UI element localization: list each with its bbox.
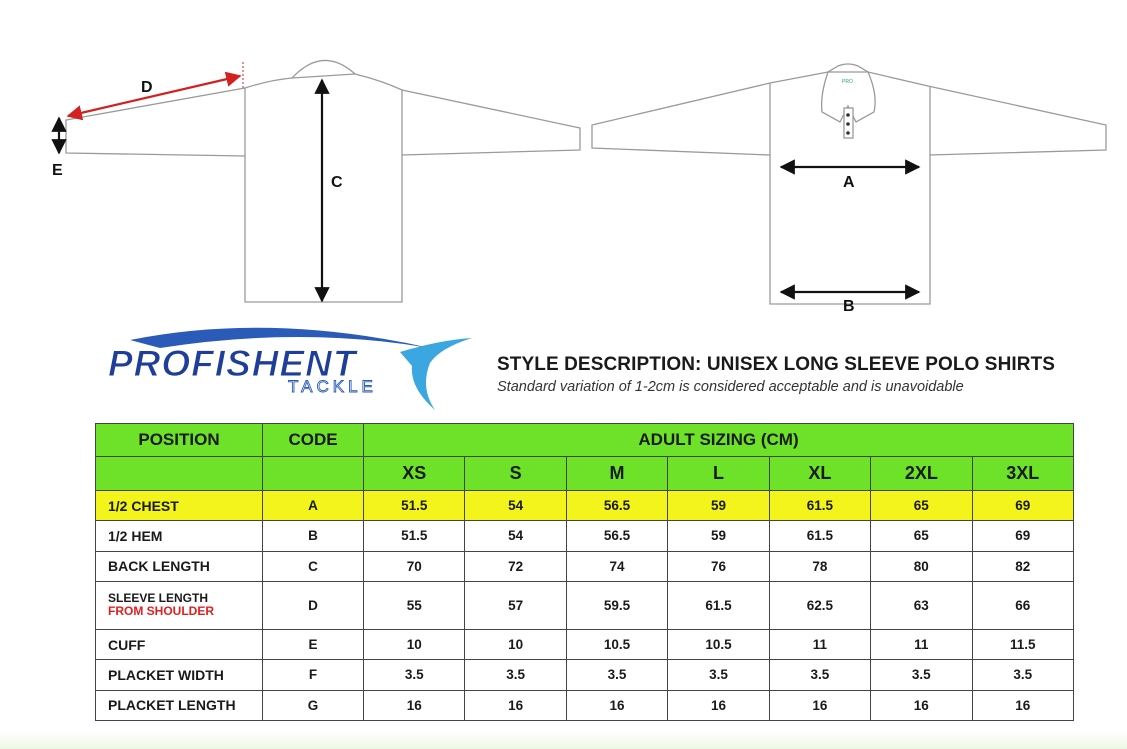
- cell-value: 59.5: [566, 581, 667, 629]
- cell-value: 80: [871, 551, 972, 581]
- cell-value: 82: [972, 551, 1073, 581]
- cell-value: 3.5: [465, 660, 566, 690]
- header-blank: [263, 457, 364, 491]
- cell-value: 66: [972, 581, 1073, 629]
- size-header: M: [566, 457, 667, 491]
- row-position: PLACKET WIDTH: [96, 660, 263, 690]
- row-position: 1/2 CHEST: [96, 491, 263, 521]
- cell-value: 76: [668, 551, 769, 581]
- cell-value: 51.5: [364, 491, 465, 521]
- cell-value: 78: [769, 551, 870, 581]
- sizing-table: [95, 423, 1074, 721]
- header-adult-sizing: ADULT SIZING (CM): [364, 424, 1074, 457]
- header-code: CODE: [263, 424, 364, 457]
- table-row: [96, 581, 1074, 629]
- row-position: CUFF: [96, 630, 263, 660]
- cell-value: 56.5: [566, 521, 667, 551]
- row-position: BACK LENGTH: [96, 551, 263, 581]
- cell-value: 61.5: [769, 491, 870, 521]
- size-header: XL: [769, 457, 870, 491]
- table-row: [96, 690, 1074, 720]
- logo-wordmark: PROFISHENT: [108, 343, 357, 384]
- table-row: [96, 630, 1074, 660]
- cell-value: 16: [465, 690, 566, 720]
- collar-badge: PRO: [842, 79, 853, 85]
- row-code: A: [263, 491, 364, 521]
- garment-diagram: [0, 0, 1127, 320]
- row-position: 1/2 HEM: [96, 521, 263, 551]
- size-header: XS: [364, 457, 465, 491]
- cell-value: 55: [364, 581, 465, 629]
- cell-value: 16: [769, 690, 870, 720]
- cell-value: 16: [972, 690, 1073, 720]
- label-e: E: [52, 162, 63, 179]
- cell-value: 61.5: [769, 521, 870, 551]
- label-b: B: [843, 298, 855, 315]
- row-code: F: [263, 660, 364, 690]
- row-code: G: [263, 690, 364, 720]
- size-header: 2XL: [871, 457, 972, 491]
- cell-value: 59: [668, 491, 769, 521]
- cell-value: 10.5: [566, 630, 667, 660]
- cell-value: 3.5: [566, 660, 667, 690]
- style-subtitle: Standard variation of 1-2cm is considered acceptable and is unavoidable: [497, 379, 964, 395]
- row-code: C: [263, 551, 364, 581]
- row-code: D: [263, 581, 364, 629]
- cell-value: 70: [364, 551, 465, 581]
- table-sizes-row: [96, 457, 1074, 491]
- cell-value: 3.5: [871, 660, 972, 690]
- cell-value: 69: [972, 521, 1073, 551]
- cell-value: 16: [668, 690, 769, 720]
- cell-value: 16: [364, 690, 465, 720]
- row-position-label: SLEEVE LENGTH: [108, 591, 209, 606]
- cell-value: 69: [972, 491, 1073, 521]
- cell-value: 3.5: [668, 660, 769, 690]
- cell-value: 59: [668, 521, 769, 551]
- cell-value: 11.5: [972, 630, 1073, 660]
- cell-value: 3.5: [972, 660, 1073, 690]
- row-position-note: FROM SHOULDER: [108, 604, 214, 619]
- size-header: S: [465, 457, 566, 491]
- cell-value: 62.5: [769, 581, 870, 629]
- cell-value: 61.5: [668, 581, 769, 629]
- cell-value: 63: [871, 581, 972, 629]
- logo-subtext: TACKLE: [288, 377, 377, 396]
- header-position: POSITION: [96, 424, 263, 457]
- label-d: D: [141, 79, 153, 96]
- cell-value: 11: [769, 630, 870, 660]
- cell-value: 65: [871, 521, 972, 551]
- cell-value: 74: [566, 551, 667, 581]
- header-blank: [96, 457, 263, 491]
- cell-value: 16: [566, 690, 667, 720]
- cell-value: 16: [871, 690, 972, 720]
- cell-value: 11: [871, 630, 972, 660]
- table-row: [96, 521, 1074, 551]
- cell-value: 10: [364, 630, 465, 660]
- table-row: [96, 660, 1074, 690]
- cell-value: 51.5: [364, 521, 465, 551]
- row-code: B: [263, 521, 364, 551]
- cell-value: 54: [465, 491, 566, 521]
- profishent-logo: [100, 318, 480, 418]
- row-code: E: [263, 630, 364, 660]
- cell-value: 57: [465, 581, 566, 629]
- table-row: [96, 551, 1074, 581]
- table-header-row: [96, 424, 1074, 457]
- label-a: A: [843, 174, 855, 191]
- cell-value: 65: [871, 491, 972, 521]
- size-header: 3XL: [972, 457, 1073, 491]
- cell-value: 56.5: [566, 491, 667, 521]
- size-header: L: [668, 457, 769, 491]
- row-position: [96, 581, 263, 629]
- cell-value: 10: [465, 630, 566, 660]
- style-title: STYLE DESCRIPTION: UNISEX LONG SLEEVE POLO SHIRTS: [497, 354, 1056, 375]
- cell-value: 54: [465, 521, 566, 551]
- label-c: C: [331, 174, 343, 191]
- cell-value: 10.5: [668, 630, 769, 660]
- cell-value: 72: [465, 551, 566, 581]
- bottom-strip: [0, 730, 1127, 749]
- table-row: [96, 491, 1074, 521]
- cell-value: 3.5: [364, 660, 465, 690]
- row-position: PLACKET LENGTH: [96, 690, 263, 720]
- cell-value: 3.5: [769, 660, 870, 690]
